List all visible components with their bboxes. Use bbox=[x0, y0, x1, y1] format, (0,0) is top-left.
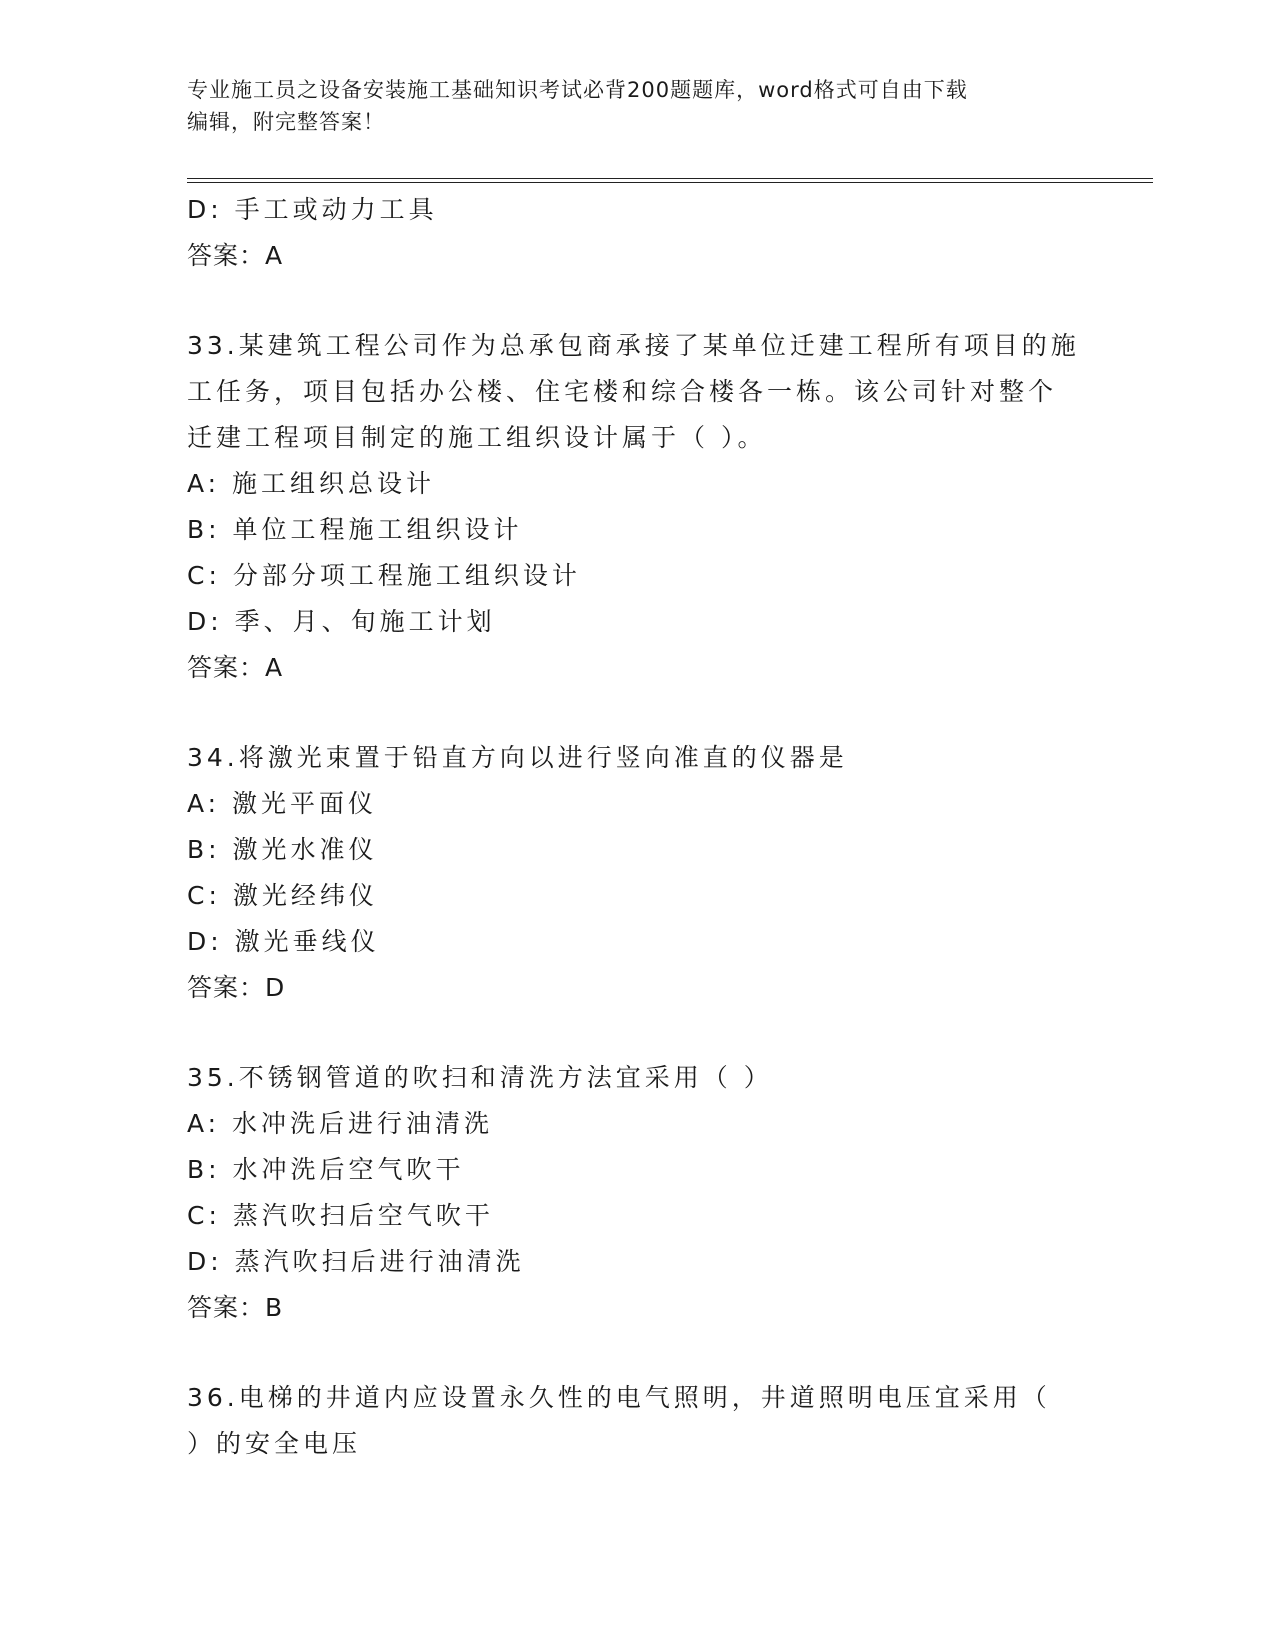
option-a: A: 施工组织总设计 bbox=[187, 469, 436, 498]
question-stem: 迁建工程项目制定的施工组织设计属于（ ）。 bbox=[187, 423, 767, 452]
answer-line: 答案：A bbox=[187, 653, 284, 682]
option-c: C: 蒸汽吹扫后空气吹干 bbox=[187, 1201, 494, 1230]
option-b: B: 水冲洗后空气吹干 bbox=[187, 1155, 465, 1184]
question-stem: ）的安全电压 bbox=[187, 1429, 362, 1458]
question-stem: 33.某建筑工程公司作为总承包商承接了某单位迁建工程所有项目的施 bbox=[187, 331, 1080, 360]
question-block-33 bbox=[187, 323, 1087, 691]
answer-line: 答案：D bbox=[187, 973, 286, 1002]
question-stem: 34.将激光束置于铅直方向以进行竖向准直的仪器是 bbox=[187, 743, 848, 772]
question-block-32-tail bbox=[187, 187, 1087, 279]
option-d: D: 季、月、旬施工计划 bbox=[187, 607, 496, 636]
answer-line: 答案：B bbox=[187, 1293, 284, 1322]
question-block-36 bbox=[187, 1375, 1087, 1467]
option-d: D: 激光垂线仪 bbox=[187, 927, 380, 956]
question-stem: 36.电梯的井道内应设置永久性的电气照明，井道照明电压宜采用（ bbox=[187, 1383, 1051, 1412]
option-a: A: 激光平面仪 bbox=[187, 789, 378, 818]
answer-line: 答案：A bbox=[187, 241, 284, 270]
question-list bbox=[187, 187, 1087, 1467]
page-header bbox=[187, 74, 1067, 138]
option-d: D: 蒸汽吹扫后进行油清洗 bbox=[187, 1247, 525, 1276]
header-title-line-1: 专业施工员之设备安装施工基础知识考试必背200题题库，word格式可自由下载 bbox=[187, 78, 968, 102]
option-d: D: 手工或动力工具 bbox=[187, 195, 438, 224]
option-a: A: 水冲洗后进行油清洗 bbox=[187, 1109, 494, 1138]
question-block-35 bbox=[187, 1055, 1087, 1331]
question-block-34 bbox=[187, 735, 1087, 1011]
header-title-line-2: 编辑，附完整答案！ bbox=[187, 110, 385, 134]
header-divider bbox=[187, 178, 1153, 183]
option-b: B: 激光水准仪 bbox=[187, 835, 378, 864]
option-c: C: 激光经纬仪 bbox=[187, 881, 378, 910]
option-b: B: 单位工程施工组织设计 bbox=[187, 515, 523, 544]
question-stem: 35.不锈钢管道的吹扫和清洗方法宜采用（ ） bbox=[187, 1063, 773, 1092]
option-c: C: 分部分项工程施工组织设计 bbox=[187, 561, 581, 590]
question-stem: 工任务，项目包括办公楼、住宅楼和综合楼各一栋。该公司针对整个 bbox=[187, 377, 1058, 406]
